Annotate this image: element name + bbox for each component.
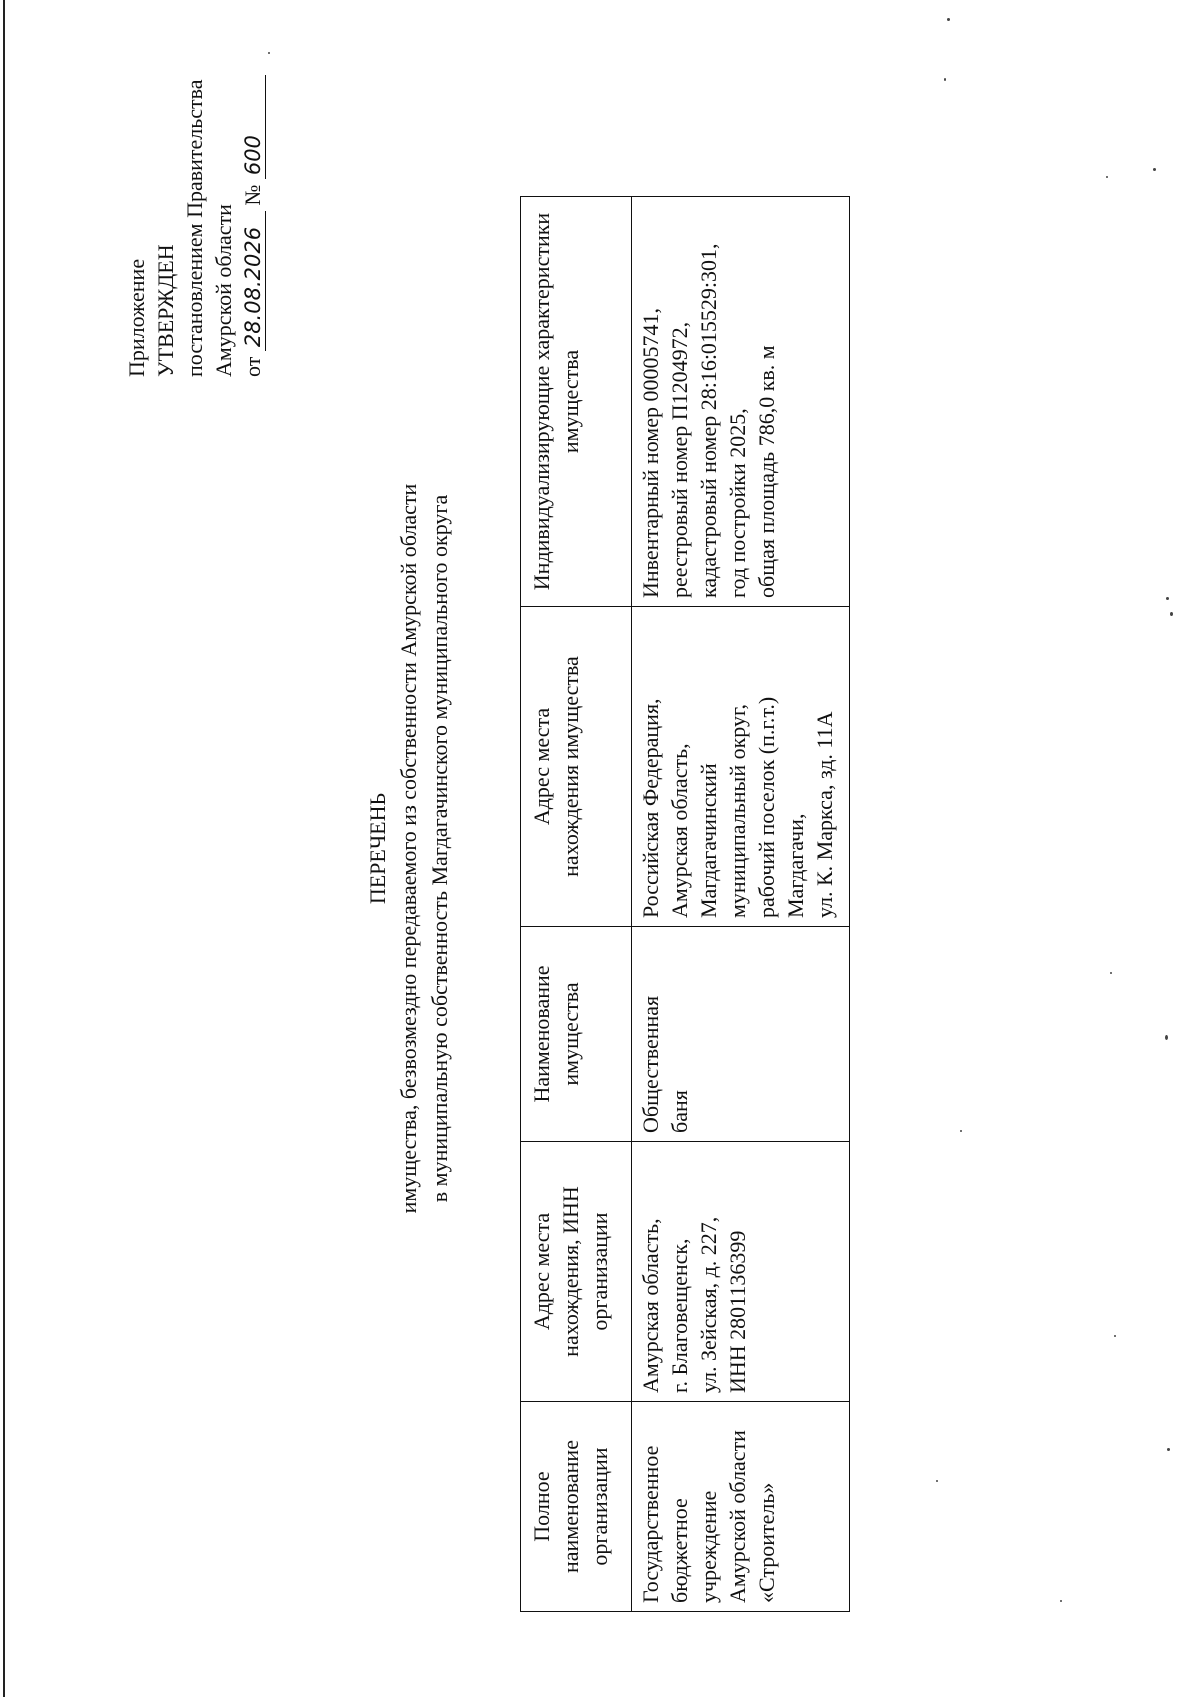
header-text-line: нахождения, ИНН [558, 1186, 583, 1357]
cell-text-line: Общественная [638, 995, 663, 1133]
cell-text-line: Амурская область, [638, 1218, 663, 1393]
approval-region-label: Амурской области [211, 204, 236, 377]
approval-approved-label: УТВЕРЖДЕН [153, 244, 178, 377]
cell-text-line: Амурская область, [667, 743, 692, 918]
cell-text-line: г. Благовещенск, [667, 1238, 692, 1393]
header-text-line: Адрес места [529, 1212, 554, 1331]
property-table [520, 196, 850, 1612]
cell-text-line: муниципальный округ, [725, 703, 750, 918]
header-text-line: имущества [558, 349, 583, 454]
cell-text-line: Магдагачи, [783, 813, 808, 918]
header-text-line: организации [587, 1212, 612, 1331]
cell-property-address [632, 607, 850, 927]
cell-text-line: баня [667, 1090, 692, 1133]
header-org-address [521, 1142, 632, 1402]
approval-stamp [122, 17, 267, 377]
cell-text-line: Российская Федерация, [638, 698, 663, 918]
approval-date-number-line [238, 17, 267, 377]
header-text-line: Индивидуализирующие характеристики [529, 212, 554, 591]
cell-text-line: Магдагачинский [696, 763, 721, 918]
cell-text-line: общая площадь 786,0 кв. м [754, 345, 779, 598]
header-text-line: Полное [529, 1471, 554, 1542]
header-property-address [521, 607, 632, 927]
cell-text-line: ул. Зейская, д. 227, [696, 1216, 721, 1393]
cell-text-line: кадастровый номер 28:16:015529:301, [696, 243, 721, 598]
header-property-name [521, 927, 632, 1142]
cell-text-line: Инвентарный номер 00005741, [638, 308, 663, 598]
approval-appendix-label: Приложение [124, 258, 149, 377]
cell-property-name [632, 927, 850, 1142]
cell-text-line: Государственное [638, 1445, 663, 1603]
cell-org-name [632, 1402, 850, 1612]
cell-text-line: «Строитель» [754, 1482, 779, 1603]
header-text-line: нахождения имущества [558, 656, 583, 877]
header-org-name [521, 1402, 632, 1612]
number-prefix: № [240, 184, 265, 206]
table-header-row [521, 197, 632, 1612]
cell-characteristics [632, 197, 850, 607]
handwritten-date: 28.08.2026 [241, 211, 266, 351]
header-text-line: имущества [558, 982, 583, 1086]
cell-text-line: ИНН 2801136399 [725, 1230, 750, 1393]
header-text-line: наименование [558, 1440, 583, 1573]
cell-text-line: учреждение [696, 1490, 721, 1603]
document-title [362, 0, 455, 1697]
title-line-2: в муниципальную собственность Магдагачинского муниципального округа [427, 494, 452, 1203]
cell-text-line: реестровый номер П1204972, [667, 321, 692, 598]
cell-org-address [632, 1142, 850, 1402]
header-characteristics [521, 197, 632, 607]
header-text-line: организации [587, 1447, 612, 1566]
header-text-line: Адрес места [529, 707, 554, 826]
title-heading: ПЕРЕЧЕНЬ [365, 792, 390, 905]
cell-text-line: ул. К. Маркса, зд. 11А [812, 711, 837, 918]
cell-text-line: год постройки 2025, [725, 408, 750, 598]
cell-text-line: Амурской области [725, 1430, 750, 1603]
cell-text-line: рабочий поселок (п.г.т.) [754, 696, 779, 918]
header-text-line: Наименование [529, 965, 554, 1103]
table-row [632, 197, 850, 1612]
cell-text-line: бюджетное [667, 1498, 692, 1603]
handwritten-number: 600 [241, 75, 266, 179]
approval-resolution-label: постановлением Правительства [182, 79, 207, 377]
title-line-1: имущества, безвозмездно передаваемого из собственности Амурской области [396, 483, 421, 1214]
date-prefix: от [240, 356, 265, 377]
